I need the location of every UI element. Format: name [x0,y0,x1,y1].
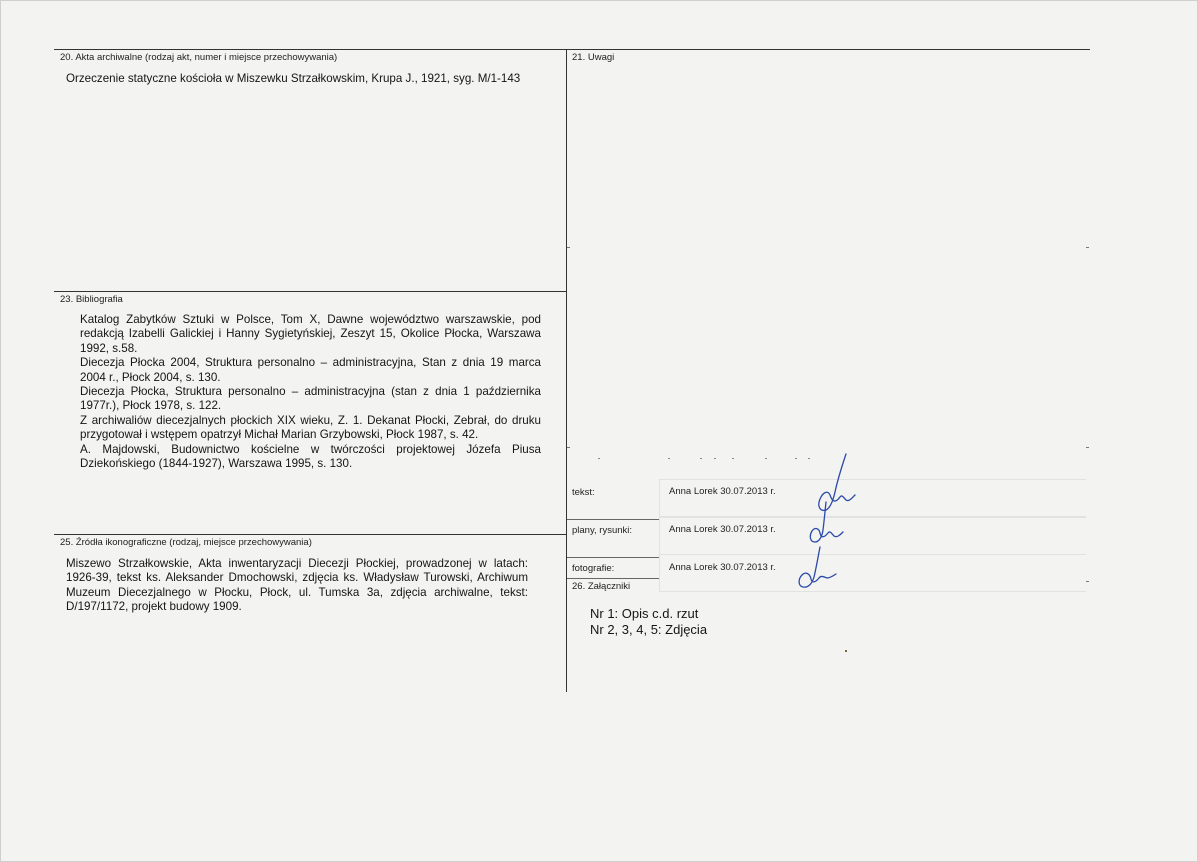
bibliography-list [80,313,541,471]
bibliography-entry: Z archiwaliów diecezjalnych płockich XIX wieku, Z. 1. Dekanat Płocki, Zebrał, do druku przygotował i wstępem opatrzył Michał Marian Grzybowski, Płock 1987, s. 42. [80,413,541,442]
attachments-rule [567,578,659,579]
dotted-line-dot [795,458,797,459]
dotted-line-dot [765,458,767,459]
iconographic-label: 25. Źródła ikonograficzne (rodzaj, miejsce przechowywania) [60,537,312,548]
bibliography-rule [54,291,566,292]
margin-tick [567,247,570,248]
author-row-value: Anna Lorek 30.07.2013 r. [669,562,776,573]
margin-tick [1086,447,1089,448]
bibliography-entry: A. Majdowski, Budownictwo kościelne w twórczości projektowej Józefa Piusa Dziekońskiego (1844-1927), Warszawa 1995, s. 130. [80,442,541,471]
attachment-item: Nr 1: Opis c.d. rzut [590,606,699,621]
author-row-box [659,517,1086,555]
margin-tick [567,447,570,448]
dotted-line-dot [700,458,702,459]
author-row-box [659,554,1086,592]
dotted-line-dot [714,458,716,459]
bibliography-entry: Diecezja Płocka, Struktura personalno – administracyjna (stan z dnia 1 października 1977r.), Płock 1978, s. 122. [80,385,541,413]
archives-label: 20. Akta archiwalne (rodzaj akt, numer i miejsce przechowywania) [60,52,338,63]
attachments-list [590,606,707,638]
iconographic-text: Miszewo Strzałkowskie, Akta inwentaryzacji Diecezji Płockiej, prowadzonej w latach: 1926-39, tekst ks. Aleksander Dmochowski, zdjęcia ks. Władysław Turowski, Archiwum Muzeum Diecezjalnego w Płocku, Płock, ul. Tumska 3a, zdjęcia archiwalne, tekst: D/197/1172, projekt budowy 1909. [66,557,528,614]
dotted-line-dot [732,458,734,459]
author-row-divider [567,519,659,520]
author-row-divider [567,557,659,558]
archives-text: Orzeczenie statyczne kościoła w Miszewku Strzałkowskim, Krupa J., 1921, syg. M/1-143 [66,72,521,85]
remarks-label: 21. Uwagi [572,52,615,63]
column-separator [566,49,567,692]
attachments-label: 26. Załączniki [572,581,631,592]
bibliography-label: 23. Bibliografia [60,294,123,305]
margin-tick [1086,581,1089,582]
margin-tick [1086,247,1089,248]
signature-drawings [800,500,850,546]
author-row-label: tekst: [572,487,595,498]
bibliography-entry: Katalog Zabytków Sztuki w Polsce, Tom X, Dawne województwo warszawskie, pod redakcją Izabelli Galickiej i Hanny Sygietyńskiej, Zeszyt 15, Okolice Płocka, Warszawa 1992, s.58. [80,313,541,355]
dotted-line-dot [598,458,600,459]
author-row-label: plany, rysunki: [572,525,633,536]
stray-mark [845,650,847,652]
top-rule [54,49,1090,50]
iconographic-rule [54,534,566,535]
author-row-box [659,479,1086,517]
attachment-item: Nr 2, 3, 4, 5: Zdjęcia [590,622,708,637]
author-row-value: Anna Lorek 30.07.2013 r. [669,524,776,535]
signature-photos [790,545,840,593]
dotted-line-dot [668,458,670,459]
author-row-label: fotografie: [572,563,615,574]
author-row-value: Anna Lorek 30.07.2013 r. [669,486,776,497]
bibliography-entry: Diecezja Płocka 2004, Struktura personalno – administracyjna, Stan z dnia 19 marca 2004 r., Płock 2004, s. 130. [80,356,541,384]
